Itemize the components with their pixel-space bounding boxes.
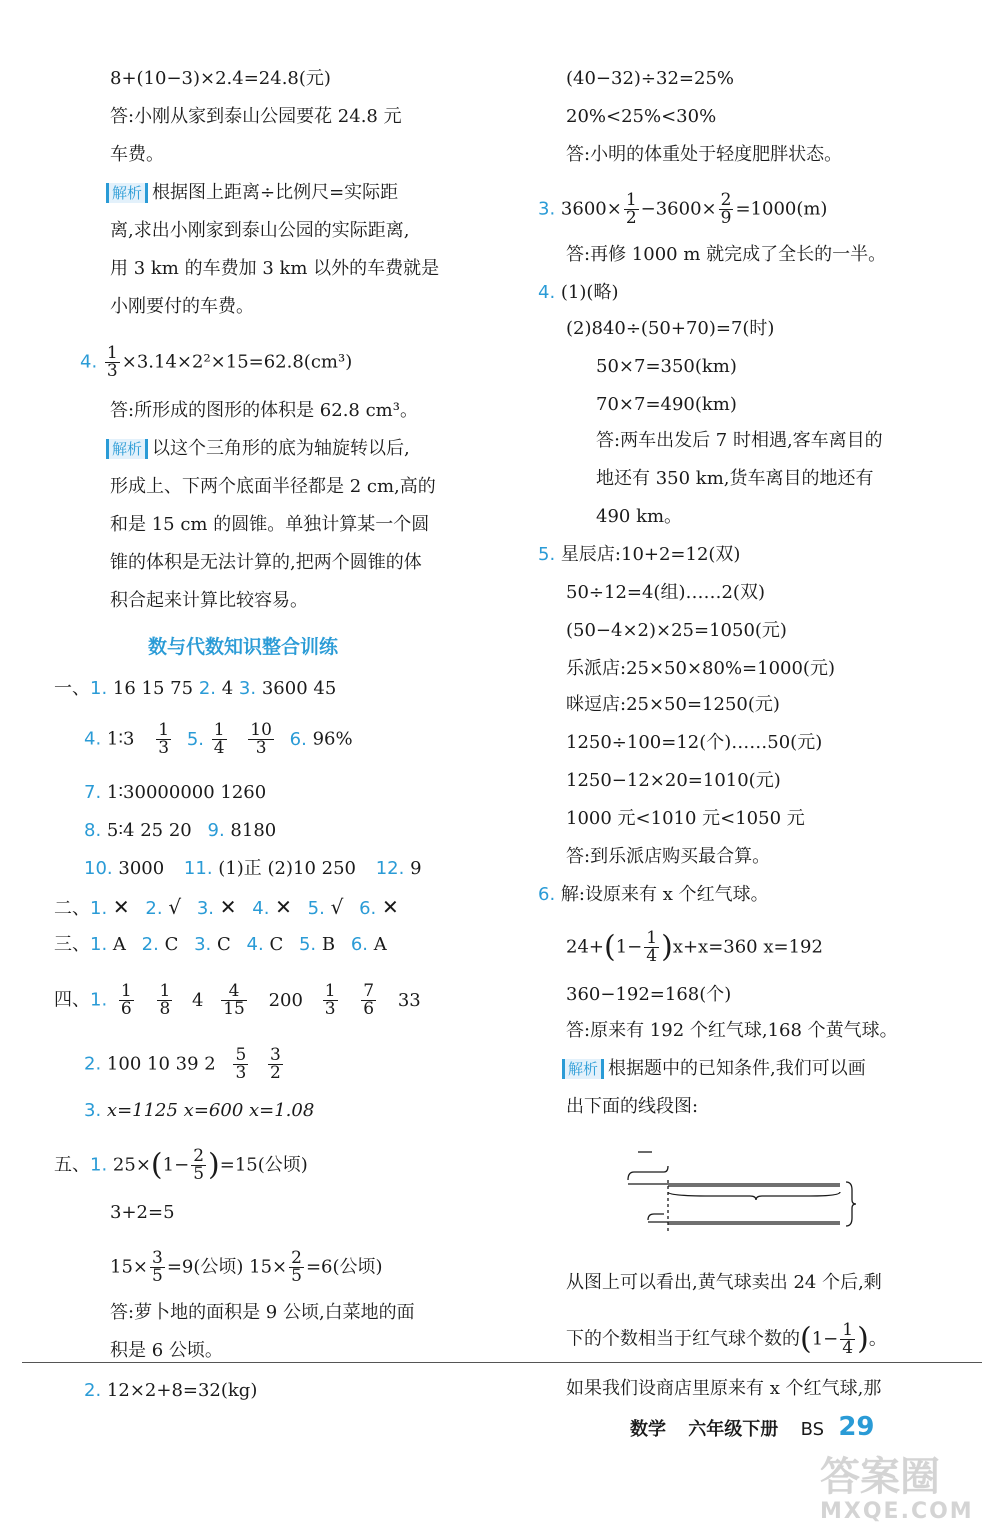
judge-mark: √: [168, 895, 182, 919]
judge-mark: ✕: [112, 895, 130, 919]
analysis-text: 从图上可以看出,黄气球卖出 24 个后,剩: [566, 1272, 882, 1293]
formula: =15(公顷): [219, 1154, 308, 1176]
analysis-text-fraction: 下的个数相当于红气球个数的(1− $\frac{1}{4}$ )。: [566, 1320, 887, 1358]
answer: 33: [397, 989, 421, 1011]
formula: 24+: [566, 936, 604, 958]
watermark-logo: 答案圈: [820, 1454, 940, 1500]
answer-line: 地还有 350 km,货车离目的地还有: [596, 468, 874, 489]
answer: 8180: [230, 820, 277, 841]
judge-mark: ✕: [382, 895, 399, 919]
answer: 1∶30000000 1260: [106, 782, 267, 803]
analysis-text: 以这个三角形的底为轴旋转以后,: [152, 438, 410, 459]
analysis-tag: 解析: [106, 183, 148, 203]
answer-line: 答:萝卜地的面积是 9 公顷,白菜地的面: [110, 1302, 415, 1323]
analysis-text: 根据题中的已知条件,我们可以画: [608, 1058, 866, 1079]
calc-line: 50×7=350(km): [596, 356, 737, 377]
answer: 96%: [312, 728, 353, 750]
watermark: [820, 1455, 1000, 1535]
question-3: 3. 3600× $\frac{1}{2}$ −3600× $\frac{2}{9}$ =1000(m): [538, 190, 828, 228]
answer-line: 积是 6 公顷。: [110, 1340, 223, 1361]
answer-line: 490 km。: [596, 506, 683, 527]
question-number: 5.: [538, 544, 556, 565]
answer: x=1125 x=600 x=1.08: [106, 1100, 315, 1121]
answer-line: 答:所形成的图形的体积是 62.8 cm³。: [110, 400, 418, 421]
formula: x+x=360 x=192: [672, 936, 823, 958]
answer-line: 答:小刚从家到泰山公园要花 24.8 元: [110, 106, 402, 127]
formula: 25×: [112, 1154, 151, 1176]
formula: −3600×: [640, 198, 717, 220]
calc-line: (2)840÷(50+70)=7(时): [566, 318, 775, 339]
answer-line: 车费。: [110, 144, 164, 165]
judge-mark: ✕: [275, 895, 292, 919]
calc-line: 乐派店:25×50×80%=1000(元): [566, 658, 835, 679]
answer: (1)正 (2)10 250: [218, 858, 356, 879]
answer-line: 答:两车出发后 7 时相遇,客车离目的: [596, 430, 883, 451]
section-label: 二、: [54, 898, 90, 919]
analysis-text: 和是 15 cm 的圆锥。单独计算某一个圆: [110, 514, 430, 535]
analysis-text: 出下面的线段图:: [566, 1096, 699, 1117]
answer: 9: [410, 858, 422, 879]
section-1-row-1: 一、1. 16 15 75 2. 4 3. 3600 45: [54, 678, 337, 699]
analysis-block: [106, 180, 398, 206]
calc-line: 50÷12=4(组)……2(双): [566, 582, 765, 603]
page-footer: [630, 1412, 875, 1442]
question-4: [80, 345, 352, 380]
section-5-row-q2: 2. 12×2+8=32(kg): [84, 1380, 258, 1401]
section-5-row-1: 五、1. 25×(1− $\frac{2}{5}$ )=15(公顷): [54, 1146, 308, 1184]
formula: 15×: [110, 1256, 148, 1278]
choice-answer: C: [269, 934, 284, 955]
calc-line: 1250−12×20=1010(元): [566, 770, 781, 791]
answer-line: 答:原来有 192 个红气球,168 个黄气球。: [566, 1020, 898, 1041]
section-1-row-4: 8. 5∶4 25 20 9. 8180: [84, 820, 277, 841]
analysis-text: 下的个数相当于红气球个数的: [566, 1328, 800, 1350]
formula: =1000(m): [735, 198, 828, 220]
answer: 4: [221, 678, 234, 699]
analysis-text: 小刚要付的车费。: [110, 296, 254, 317]
section-3-row: 三、1. A 2. C 3. C 4. C 5. B 6. A: [54, 934, 387, 955]
calc-line: (50−4×2)×25=1050(元): [566, 620, 787, 641]
answer: 5∶4 25 20: [106, 820, 192, 841]
answer: 100 10 39 2: [106, 1053, 216, 1075]
analysis-tag: 解析: [106, 439, 148, 459]
formula: 星辰店:10+2=12(双): [560, 544, 741, 565]
equation-line: 24+(1− $\frac{1}{4}$ )x+x=360 x=192: [566, 928, 823, 966]
answer: 200: [268, 989, 303, 1011]
analysis-text: 锥的体积是无法计算的,把两个圆锥的体: [110, 552, 422, 573]
question-number: 6.: [538, 884, 556, 905]
analysis-block: [106, 436, 410, 462]
formula: =6(公顷): [305, 1256, 383, 1278]
calc-line: 20%<25%<30%: [566, 106, 717, 127]
section-4-row-2: 2. 100 10 39 2 $\frac{5}{3}$ $\frac{3}{2}$: [84, 1045, 281, 1083]
choice-answer: B: [321, 934, 336, 955]
section-4-row-3: 3. x=1125 x=600 x=1.08: [84, 1100, 315, 1121]
analysis-text: 用 3 km 的车费加 3 km 以外的车费就是: [110, 258, 440, 279]
judge-mark: √: [330, 895, 344, 919]
question-4: [538, 280, 618, 306]
section-label: 三、: [54, 934, 90, 955]
formula: =9(公顷) 15×: [166, 1256, 288, 1278]
analysis-text: 积合起来计算比较容易。: [110, 590, 308, 611]
footer-divider: [22, 1362, 982, 1363]
calc-line: 咪逗店:25×50=1250(元): [566, 694, 780, 715]
formula: 解:设原来有 x 个红气球。: [560, 884, 769, 905]
choice-answer: C: [217, 934, 231, 955]
choice-answer: C: [164, 934, 179, 955]
footer-grade: 六年级下册: [688, 1419, 779, 1440]
question-6: [538, 882, 769, 908]
section-label: 一、: [54, 678, 90, 699]
analysis-text: 离,求出小刚家到泰山公园的实际距离,: [110, 220, 410, 241]
calc-line: 1000 元<1010 元<1050 元: [566, 808, 805, 829]
judge-mark: ✕: [219, 895, 237, 919]
calc-line: (40−32)÷32=25%: [566, 68, 735, 89]
formula: 12×2+8=32(kg): [106, 1380, 258, 1401]
analysis-text: 形成上、下两个底面半径都是 2 cm,高的: [110, 476, 436, 497]
section-label: 五、: [54, 1154, 90, 1176]
section-1-row-2: 4. 1∶3 $\frac{1}{3}$ 5. $\frac{1}{4}$ $\frac{10}{3}$ 6. 96%: [84, 720, 353, 758]
question-number: 3.: [538, 198, 556, 220]
section-5-row-3: 15× $\frac{3}{5}$ =9(公顷) 15× $\frac{2}{5}$ =6(公顷): [110, 1248, 383, 1286]
footer-subject: 数学: [630, 1419, 666, 1440]
section-title: 数与代数知识整合训练: [148, 636, 339, 658]
analysis-block: [562, 1056, 866, 1082]
calc-line: 360−192=168(个): [566, 984, 732, 1005]
answer: 16 15 75: [112, 678, 194, 699]
watermark-url: MXQE.COM: [820, 1499, 974, 1524]
answer: 3600 45: [261, 678, 337, 699]
question-number: 4.: [80, 351, 98, 373]
answer-line: 答:小明的体重处于轻度肥胖状态。: [566, 144, 843, 165]
footer-edition: BS: [800, 1419, 825, 1440]
answer: 3000: [118, 858, 165, 879]
calc-line: 8+(10−3)×2.4=24.8(元): [110, 68, 331, 89]
question-5: [538, 542, 740, 568]
answer-line: 答:再修 1000 m 就完成了全长的一半。: [566, 244, 887, 265]
answer: 4: [192, 989, 204, 1011]
section-4-row-1: 四、1. $\frac{1}{6}$ $\frac{1}{8}$ 4 $\frac{4}{15}$ 200 $\frac{1}{3}$ $\frac{7}{6}$ 33: [54, 981, 421, 1019]
answer-line: 答:到乐派店购买最合算。: [566, 846, 771, 867]
calc-line: 1250÷100=12(个)……50(元): [566, 732, 823, 753]
formula: (1)(略): [560, 282, 619, 303]
section-1-row-5: 10. 3000 11. (1)正 (2)10 250 12. 9: [84, 858, 422, 879]
analysis-text: 如果我们设商店里原来有 x 个红气球,那: [566, 1378, 882, 1399]
section-label: 四、: [54, 989, 90, 1011]
answer: 1∶3: [106, 728, 135, 750]
fraction: $\frac{1}{3}$: [106, 343, 118, 381]
section-1-row-3: 7. 1∶30000000 1260: [84, 782, 267, 803]
formula-line: 3+2=5: [110, 1202, 175, 1223]
choice-answer: A: [373, 934, 387, 955]
line-segment-diagram: [620, 1140, 860, 1240]
analysis-text: 根据图上距离÷比例尺=实际距: [152, 182, 399, 203]
calc-line: 70×7=490(km): [596, 394, 737, 415]
formula: ×3.14×2²×15=62.8(cm³): [121, 351, 353, 373]
section-2-row: 二、1. ✕ 2. √ 3. ✕ 4. ✕ 5. √ 6. ✕: [54, 895, 399, 919]
analysis-tag: 解析: [562, 1059, 604, 1079]
formula: 3600×: [560, 198, 622, 220]
choice-answer: A: [112, 934, 126, 955]
page-number: 29: [838, 1412, 875, 1442]
question-number: 4.: [538, 282, 556, 303]
